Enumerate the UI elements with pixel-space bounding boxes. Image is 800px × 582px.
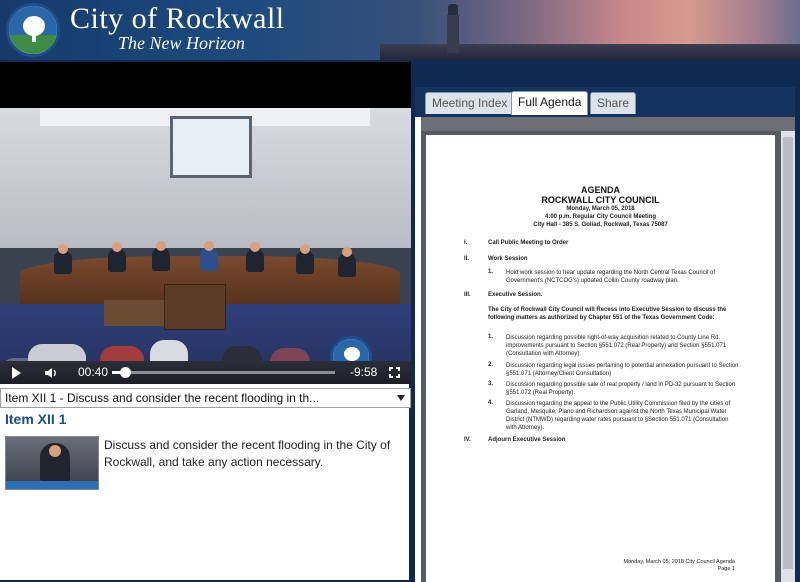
section-number: I.: [464, 240, 468, 246]
lighthouse-graphic: [444, 4, 462, 54]
item-description: Discuss and consider the recent flooding in the City of Rockwall, and take any action necessary.: [104, 438, 391, 469]
scrollbar-thumb[interactable]: [783, 137, 793, 569]
agenda-page: [426, 135, 775, 582]
agenda-title: AGENDA: [580, 185, 620, 195]
remaining-time: -9:58: [350, 365, 378, 379]
tab-bar: [415, 87, 795, 117]
video-player[interactable]: [0, 62, 411, 384]
page-footer: Monday, March 05, 2018 City Council Agenda: [623, 559, 735, 565]
item-thumbnail[interactable]: [5, 436, 99, 490]
item-number: 3.: [488, 381, 494, 387]
item-text: Discussion regarding legal issues pertaining to potential annexation pursuant to Section §551.071 (Attorney/Client Consultation): [506, 363, 739, 377]
agenda-item-select[interactable]: [0, 388, 411, 408]
tab-share[interactable]: Share: [590, 92, 636, 114]
item-number: 1.: [488, 269, 494, 275]
item-text: Discussion regarding possible right-of-way acquisition related to County Line Rd. improvements pursuant to Section §551.072 (Real Property) and Section §551.071 (Consultation with Attorney).: [506, 335, 727, 357]
tab-meeting-index[interactable]: Meeting Index: [425, 92, 514, 114]
section-title: Executive Session.: [488, 292, 543, 298]
projector-screen: [170, 116, 252, 178]
viewer-scrollbar[interactable]: [781, 131, 795, 582]
selected-item-text: Item XII 1 - Discuss and consider the recent flooding in th...: [5, 391, 320, 405]
chevron-down-icon[interactable]: [397, 395, 405, 401]
play-icon[interactable]: [12, 367, 21, 379]
player-controls: [0, 361, 411, 384]
volume-icon[interactable]: [44, 366, 58, 380]
seek-bar[interactable]: [112, 371, 335, 374]
item-text: Hold work session to hear update regarding the North Central Texas Council of Government's (NCTCOG's) updated Collin County roadway plan.: [506, 270, 716, 284]
horizon-silhouette: [380, 44, 800, 60]
page-number: Page 1: [717, 566, 735, 572]
pdf-viewer[interactable]: [421, 117, 795, 582]
agenda-location: City Hall - 385 S. Goliad, Rockwall, Texas 75087: [533, 222, 668, 228]
podium: [164, 284, 226, 330]
section-title: Adjourn Executive Session: [488, 437, 566, 443]
current-time: 00:40: [78, 365, 109, 379]
tab-full-agenda[interactable]: Full Agenda: [511, 91, 588, 115]
item-text: Discussion regarding possible sale of real property / land in PD-32 pursuant to Section §551.072 (Real Property).: [506, 382, 736, 396]
site-banner: [0, 0, 800, 60]
site-tagline: The New Horizon: [118, 33, 246, 53]
agenda-subtitle: ROCKWALL CITY COUNCIL: [541, 195, 660, 205]
item-number: 1.: [488, 334, 494, 340]
viewer-toolbar: [421, 117, 795, 131]
item-number: 4.: [488, 400, 494, 406]
fullscreen-icon[interactable]: [389, 367, 400, 378]
item-heading: Item XII 1: [5, 411, 67, 427]
section-title: Call Public Meeting to Order: [488, 240, 569, 246]
section-number: II.: [464, 256, 470, 262]
section-number: III.: [464, 292, 471, 298]
executive-intro: The City of Rockwall City Council will Recess into Executive Session to discuss the following matters as authorized by Chapter 551 of the Texas Government Code:: [488, 307, 727, 321]
agenda-date: Monday, March 05, 2018: [566, 206, 635, 212]
site-title[interactable]: City of Rockwall: [70, 2, 285, 35]
video-frame: [0, 108, 411, 384]
section-number: IV.: [464, 437, 471, 443]
video-panel: [0, 62, 411, 582]
agenda-time: 4:00 p.m. Regular City Council Meeting: [544, 214, 657, 220]
documents-panel: [415, 87, 795, 582]
item-text: Discussion regarding the appeal to the Public Utility Commission filed by the cities of Garland, Mesquite, Plano and Richardson against the North Texas Municipal Water District (NTMWD) regarding water rates pursuant to §Section 551.071 (Consultation with Attorney).: [506, 401, 731, 431]
section-title: Work Session: [488, 256, 528, 262]
city-logo[interactable]: [6, 3, 60, 57]
item-number: 2.: [488, 362, 494, 368]
seek-handle[interactable]: [120, 367, 131, 378]
